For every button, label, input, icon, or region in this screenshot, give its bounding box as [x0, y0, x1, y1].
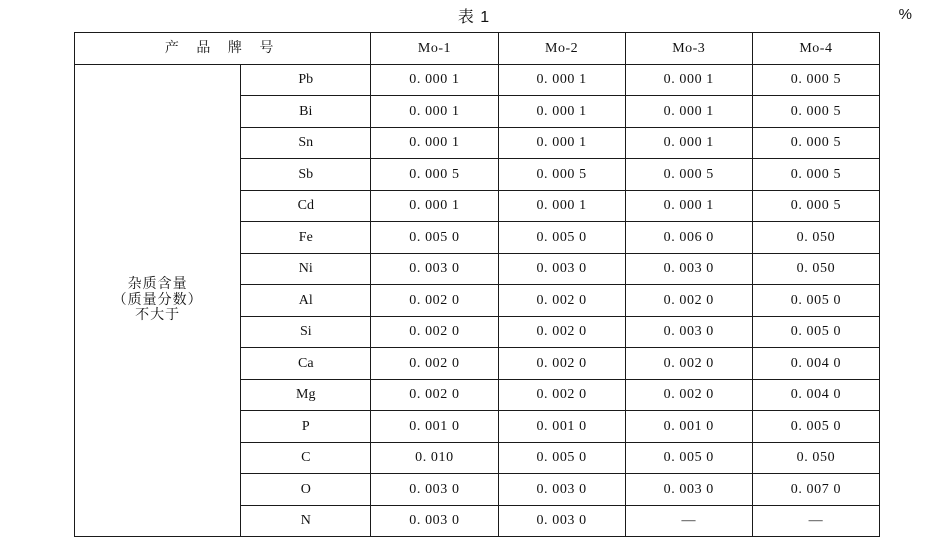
element-name: Al: [241, 285, 371, 317]
cell-value: 0. 000 1: [498, 190, 625, 222]
cell-value: 0. 000 5: [752, 159, 879, 191]
cell-value: 0. 002 0: [498, 348, 625, 380]
table-row: [75, 64, 880, 96]
cell-value: 0. 004 0: [752, 379, 879, 411]
cell-value: 0. 005 0: [752, 316, 879, 348]
cell-value: 0. 004 0: [752, 348, 879, 380]
cell-value: 0. 002 0: [625, 379, 752, 411]
table-header: [75, 33, 880, 65]
element-name: Ni: [241, 253, 371, 285]
cell-value: 0. 000 1: [625, 127, 752, 159]
cell-value: 0. 003 0: [498, 253, 625, 285]
cell-value: 0. 002 0: [371, 285, 498, 317]
cell-value: 0. 000 1: [371, 96, 498, 128]
cell-value: 0. 000 5: [752, 64, 879, 96]
cell-value: 0. 002 0: [498, 379, 625, 411]
cell-value: 0. 005 0: [752, 285, 879, 317]
unit-symbol: %: [898, 6, 912, 23]
cell-value: 0. 000 5: [625, 159, 752, 191]
cell-value: 0. 000 1: [371, 190, 498, 222]
cell-value: 0. 000 5: [498, 159, 625, 191]
cell-value: 0. 003 0: [498, 474, 625, 506]
header-grade-mo-2: Mo-2: [498, 33, 625, 65]
element-name: Mg: [241, 379, 371, 411]
cell-value: 0. 002 0: [371, 316, 498, 348]
element-name: Bi: [241, 96, 371, 128]
header-grade-mo-4: Mo-4: [752, 33, 879, 65]
element-name: Si: [241, 316, 371, 348]
element-name: Cd: [241, 190, 371, 222]
element-name: Fe: [241, 222, 371, 254]
table-body: [75, 64, 880, 537]
element-name: Ca: [241, 348, 371, 380]
impurity-label-line-2: （质量分数）: [112, 292, 203, 308]
element-name: P: [241, 411, 371, 443]
header-grade-mo-1: Mo-1: [371, 33, 498, 65]
cell-value: 0. 000 1: [498, 64, 625, 96]
cell-value: 0. 050: [752, 253, 879, 285]
cell-value: —: [625, 505, 752, 537]
element-name: O: [241, 474, 371, 506]
cell-value: 0. 002 0: [625, 348, 752, 380]
cell-value: 0. 000 5: [752, 96, 879, 128]
cell-value: 0. 003 0: [371, 474, 498, 506]
cell-value: 0. 003 0: [625, 474, 752, 506]
cell-value: 0. 005 0: [752, 411, 879, 443]
cell-value: 0. 050: [752, 442, 879, 474]
element-name: Sn: [241, 127, 371, 159]
impurity-content-table: [74, 32, 880, 537]
cell-value: 0. 001 0: [625, 411, 752, 443]
cell-value: 0. 006 0: [625, 222, 752, 254]
cell-value: 0. 000 1: [625, 96, 752, 128]
element-name: N: [241, 505, 371, 537]
header-product-grade: 产 品 牌 号: [75, 33, 371, 65]
cell-value: 0. 000 5: [752, 190, 879, 222]
impurity-content-label: [75, 64, 241, 537]
cell-value: 0. 003 0: [625, 253, 752, 285]
cell-value: 0. 001 0: [371, 411, 498, 443]
cell-value: 0. 002 0: [498, 316, 625, 348]
table-caption: 表 1: [457, 9, 491, 26]
cell-value: 0. 002 0: [371, 379, 498, 411]
cell-value: 0. 003 0: [371, 253, 498, 285]
table-header-row: [75, 33, 880, 65]
element-name: Pb: [241, 64, 371, 96]
cell-value: 0. 005 0: [625, 442, 752, 474]
impurity-label-line-3: 不大于: [135, 307, 181, 323]
cell-value: 0. 005 0: [498, 442, 625, 474]
element-name: C: [241, 442, 371, 474]
cell-value: 0. 002 0: [625, 285, 752, 317]
cell-value: 0. 000 1: [371, 64, 498, 96]
cell-value: 0. 007 0: [752, 474, 879, 506]
cell-value: 0. 003 0: [498, 505, 625, 537]
cell-value: 0. 005 0: [371, 222, 498, 254]
cell-value: 0. 000 5: [371, 159, 498, 191]
impurity-label-line-1: 杂质含量: [127, 277, 188, 293]
cell-value: 0. 005 0: [498, 222, 625, 254]
cell-value: 0. 003 0: [625, 316, 752, 348]
header-grade-mo-3: Mo-3: [625, 33, 752, 65]
cell-value: 0. 000 5: [752, 127, 879, 159]
cell-value: 0. 003 0: [371, 505, 498, 537]
cell-value: 0. 010: [371, 442, 498, 474]
element-name: Sb: [241, 159, 371, 191]
cell-value: 0. 000 1: [371, 127, 498, 159]
cell-value: —: [752, 505, 879, 537]
cell-value: 0. 000 1: [625, 190, 752, 222]
cell-value: 0. 000 1: [625, 64, 752, 96]
cell-value: 0. 002 0: [498, 285, 625, 317]
cell-value: 0. 001 0: [498, 411, 625, 443]
cell-value: 0. 000 1: [498, 96, 625, 128]
cell-value: 0. 050: [752, 222, 879, 254]
cell-value: 0. 000 1: [498, 127, 625, 159]
cell-value: 0. 002 0: [371, 348, 498, 380]
